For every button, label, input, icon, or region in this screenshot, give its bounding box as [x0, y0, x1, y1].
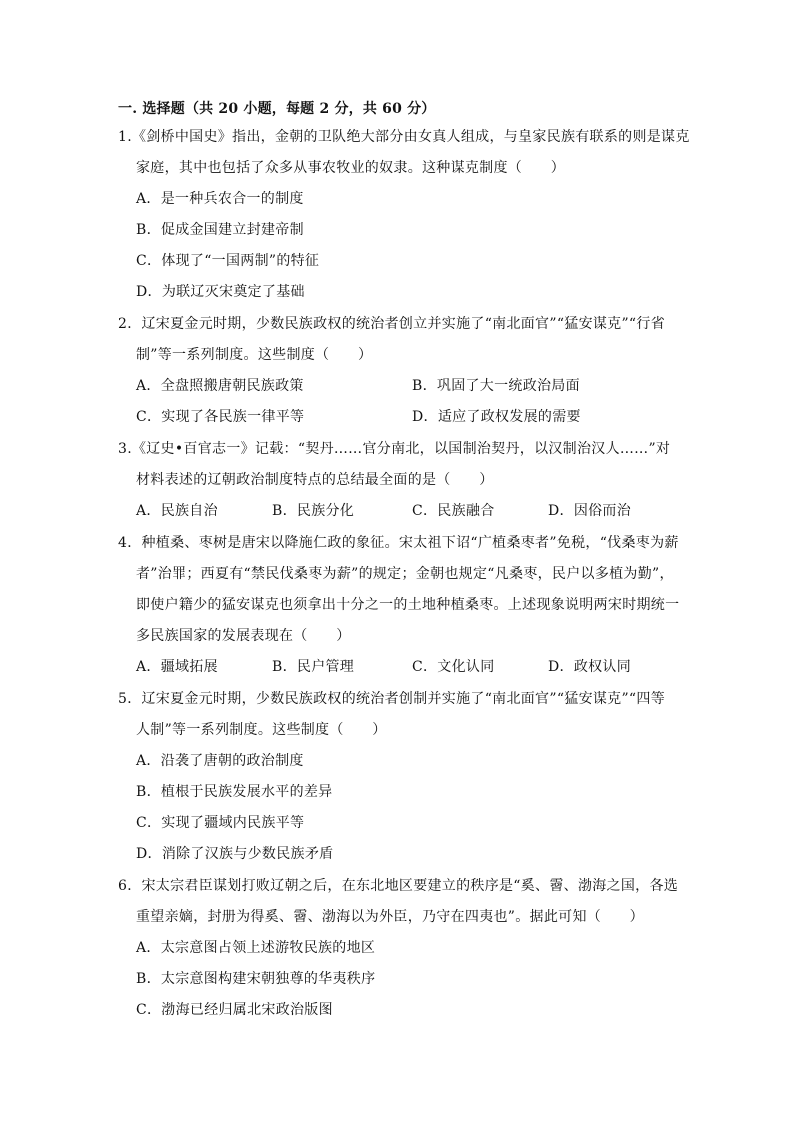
question-1-option-c: C．体现了“一国两制”的特征 [136, 253, 320, 269]
question-1-line-2: 家庭，其中也包括了众多从事农牧业的奴隶。这种谋克制度（ ） [136, 160, 565, 176]
question-1-option-b: B．促成金国建立封建帝制 [136, 222, 304, 238]
question-4-line-3: 即使户籍少的猛安谋克也须拿出十分之一的土地种植桑枣。上述现象说明两宋时期统一 [136, 597, 680, 613]
question-4-option-c: C．文化认同 [412, 659, 495, 675]
question-6-option-c: C．渤海已经归属北宋政治版图 [136, 1002, 333, 1018]
question-4-option-b: B．民户管理 [272, 659, 355, 675]
question-1-option-a: A．是一种兵农合一的制度 [136, 191, 304, 207]
question-6-line-1: 6．宋太宗君臣谋划打败辽朝之后，在东北地区要建立的秩序是“奚、霫、渤海之国，各选 [118, 878, 679, 894]
question-4-line-2: 者”治罪；西夏有“禁民伐桑枣为薪”的规定；金朝也规定“凡桑枣，民户以多植为勤”， [136, 566, 674, 582]
question-3-line-1: 3.《辽史•百官志一》记载：“契丹……官分南北，以国制治契丹，以汉制治汉人……”对 [118, 441, 671, 457]
question-4-option-a: A．疆域拓展 [136, 659, 218, 675]
question-4-line-1: 4．种植桑、枣树是唐宋以降施仁政的象征。宋太祖下诏“广植桑枣者”免税，“伐桑枣为薪 [118, 535, 679, 551]
question-3-option-d: D．因俗而治 [548, 503, 632, 519]
question-3-line-2: 材料表述的辽朝政治制度特点的总结最全面的是（ ） [136, 472, 494, 488]
section-title: 一. 选择题（共 20 小题，每题 2 分，共 60 分） [118, 101, 436, 117]
question-2-option-c: C．实现了各民族一律平等 [136, 409, 305, 425]
question-1-line-1: 1.《剑桥中国史》指出，金朝的卫队绝大部分由女真人组成，与皇家民族有联系的则是谋克 [118, 129, 690, 145]
question-4-line-4: 多民族国家的发展表现在（ ） [136, 628, 351, 644]
question-5-option-c: C．实现了疆域内民族平等 [136, 815, 305, 831]
question-6-option-b: B．太宗意图构建宋朝独尊的华夷秩序 [136, 971, 376, 987]
question-5-line-2: 人制”等一系列制度。这些制度（ ） [136, 722, 387, 738]
question-5-option-a: A．沿袭了唐朝的政治制度 [136, 753, 304, 769]
question-2-option-a: A．全盘照搬唐朝民族政策 [136, 378, 304, 394]
question-4-option-d: D．政权认同 [548, 659, 632, 675]
question-3-option-a: A．民族自治 [136, 503, 218, 519]
question-3-option-b: B．民族分化 [272, 503, 355, 519]
question-6-line-2: 重望亲嫡，封册为得奚、霫、渤海以为外臣，乃守在四夷也”。据此可知（ ） [136, 909, 644, 925]
question-2-option-d: D．适应了政权发展的需要 [412, 409, 581, 425]
question-6-option-a: A．太宗意图占领上述游牧民族的地区 [136, 940, 376, 956]
question-1-option-d: D．为联辽灭宋奠定了基础 [136, 284, 305, 300]
question-2-option-b: B．巩固了大一统政治局面 [412, 378, 580, 394]
question-5-option-b: B．植根于民族发展水平的差异 [136, 784, 333, 800]
question-2-line-1: 2．辽宋夏金元时期，少数民族政权的统治者创立并实施了“南北面官”“猛安谋克”“行省 [118, 316, 665, 332]
question-3-option-c: C．民族融合 [412, 503, 495, 519]
question-5-option-d: D．消除了汉族与少数民族矛盾 [136, 846, 334, 862]
question-5-line-1: 5．辽宋夏金元时期，少数民族政权的统治者创制并实施了“南北面官”“猛安谋克”“四等 [118, 691, 665, 707]
question-2-line-2: 制”等一系列制度。这些制度（ ） [136, 347, 373, 363]
